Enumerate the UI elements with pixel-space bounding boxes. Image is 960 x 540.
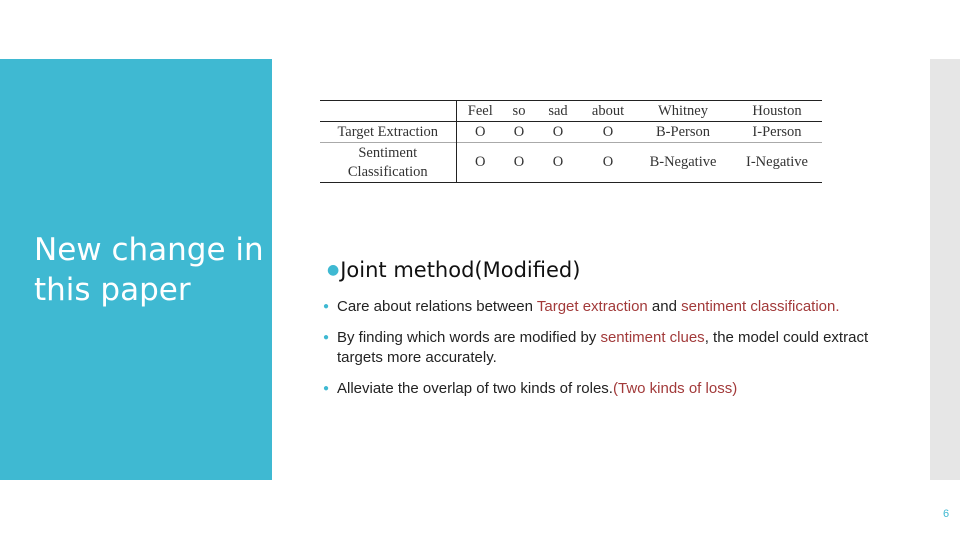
bullet-list xyxy=(323,297,903,410)
bullet-text: , the model could extract targets more accurately. xyxy=(337,329,869,366)
dot-bullet-icon: ● xyxy=(323,332,330,343)
table-header-cell: Whitney xyxy=(658,102,708,119)
table-cell: I-Negative xyxy=(746,154,808,170)
highlight-text: sentiment clues xyxy=(600,329,705,346)
table-cell: O xyxy=(513,154,525,170)
table-header-cell: Houston xyxy=(752,102,802,119)
dot-bullet-icon: ● xyxy=(323,383,330,394)
slide-title: New change in this paper xyxy=(34,232,264,308)
highlight-text: sentiment classification. xyxy=(681,298,840,315)
table-row-label xyxy=(320,143,456,183)
section-heading-text: Joint method(Modified) xyxy=(340,258,581,282)
table-header-cell: Feel xyxy=(467,102,493,119)
list-item xyxy=(323,297,903,317)
table-cell: B-Person xyxy=(656,123,710,140)
table-cell: O xyxy=(602,154,614,170)
table-row-label: Target Extraction xyxy=(320,122,456,143)
table-row xyxy=(320,143,822,183)
list-item xyxy=(323,379,903,399)
dot-bullet-icon: ● xyxy=(323,301,330,312)
highlight-text: Target extraction xyxy=(536,298,648,315)
table-cell: O xyxy=(552,123,564,140)
table-cell: O xyxy=(552,154,564,170)
page-number: 6 xyxy=(943,508,950,520)
list-item xyxy=(323,328,903,368)
table-cell: O xyxy=(513,123,525,140)
highlight-text: (Two kinds of loss) xyxy=(612,380,738,397)
table-cell: O xyxy=(475,154,486,170)
table-row-label-line: Sentiment xyxy=(358,145,418,161)
table-cell: O xyxy=(475,123,486,140)
table-cell: O xyxy=(602,123,614,140)
table-header-cell: sad xyxy=(548,102,568,119)
table-row-label-line: Classification xyxy=(347,164,428,180)
table-header-row xyxy=(320,101,822,122)
bullet-text: By finding which words are modified by xyxy=(337,329,601,346)
table-cell: B-Negative xyxy=(649,154,717,170)
bullet-text: Alleviate the overlap of two kinds of roles. xyxy=(337,380,613,397)
bullet-text: Care about relations between xyxy=(337,298,537,315)
section-heading xyxy=(327,258,580,282)
bullet-text: and xyxy=(647,298,682,315)
table-header-cell xyxy=(320,101,456,122)
table-header-cell: so xyxy=(512,102,526,119)
right-strip xyxy=(930,59,960,480)
table-row xyxy=(320,122,822,143)
table-header-cell: about xyxy=(591,102,625,119)
table-cell: I-Person xyxy=(752,123,802,140)
dot-bullet-icon: ● xyxy=(327,262,340,278)
tagging-table xyxy=(320,100,822,183)
